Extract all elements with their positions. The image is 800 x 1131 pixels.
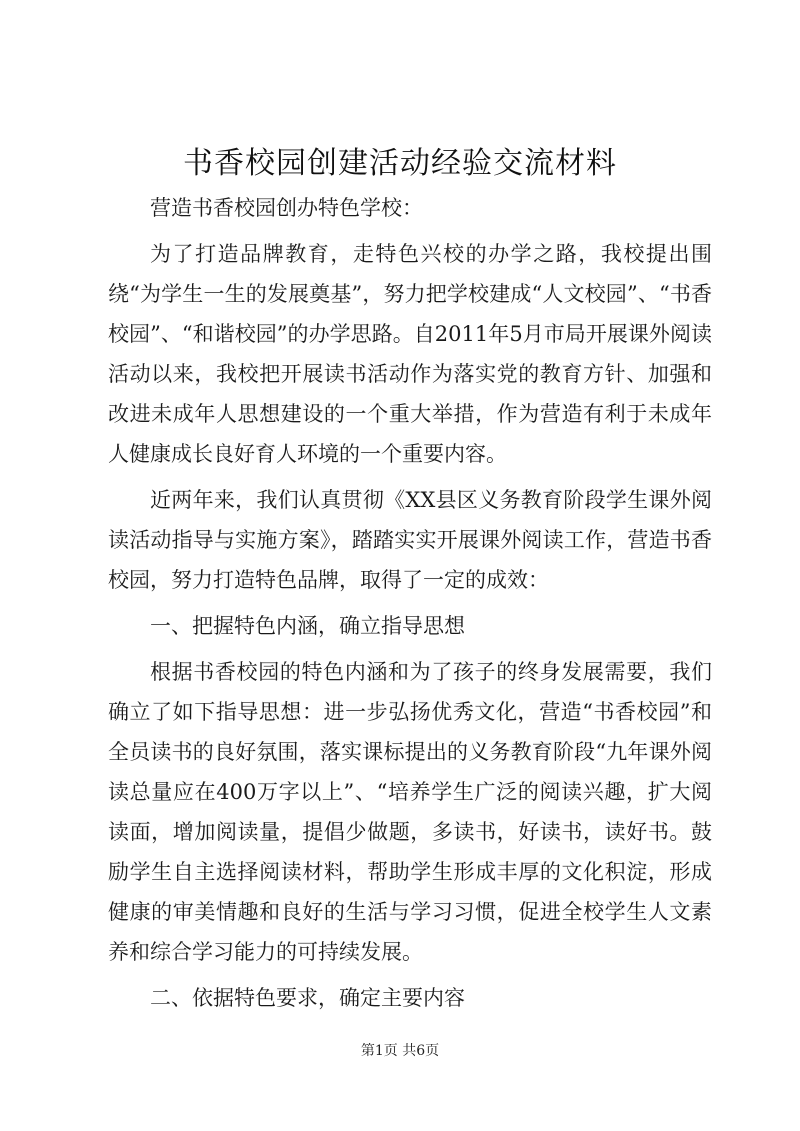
paragraph: 为了打造品牌教育，走特色兴校的办学之路，我校提出围绕“为学生一生的发展奠基”，努力把学校建成“人文校园”、“书香校园”、“和谐校园”的办学思路。自2011年5月市局开展课外阅读活动以来，我校把开展读书活动作为落实党的教育方针、加强和改进未成年人思想建设的一个重大举措，作为营造有利于未成年人健康成长良好育人环境的一个重要内容。 [108,242,712,466]
document-body [108,188,712,1024]
document-title: 书香校园创建活动经验交流材料 [183,146,617,181]
section-heading: 一、把握特色内涵，确立指导思想 [150,614,465,638]
page-footer: 第1页 共6页 [360,1043,440,1059]
paragraph: 近两年来，我们认真贯彻《XX县区义务教育阶段学生课外阅读活动指导与实施方案》，踏踏实实开展课外阅读工作，营造书香校园，努力打造特色品牌，取得了一定的成效： [108,488,712,592]
paragraph: 根据书香校园的特色内涵和为了孩子的终身发展需要，我们确立了如下指导思想：进一步弘扬优秀文化，营造“书香校园”和全员读书的良好氛围，落实课标提出的义务教育阶段“九年课外阅读总量应在400万字以上”、“培养学生广泛的阅读兴趣，扩大阅读面，增加阅读量，提倡少做题，多读书，好读书，读好书。鼓励学生自主选择阅读材料，帮助学生形成丰厚的文化积淀，形成健康的审美情趣和良好的生活与学习习惯，促进全校学生人文素养和综合学习能力的可持续发展。 [108,660,712,964]
section-heading: 二、依据特色要求，确定主要内容 [150,986,465,1010]
paragraph-intro: 营造书香校园创办特色学校： [150,196,423,220]
